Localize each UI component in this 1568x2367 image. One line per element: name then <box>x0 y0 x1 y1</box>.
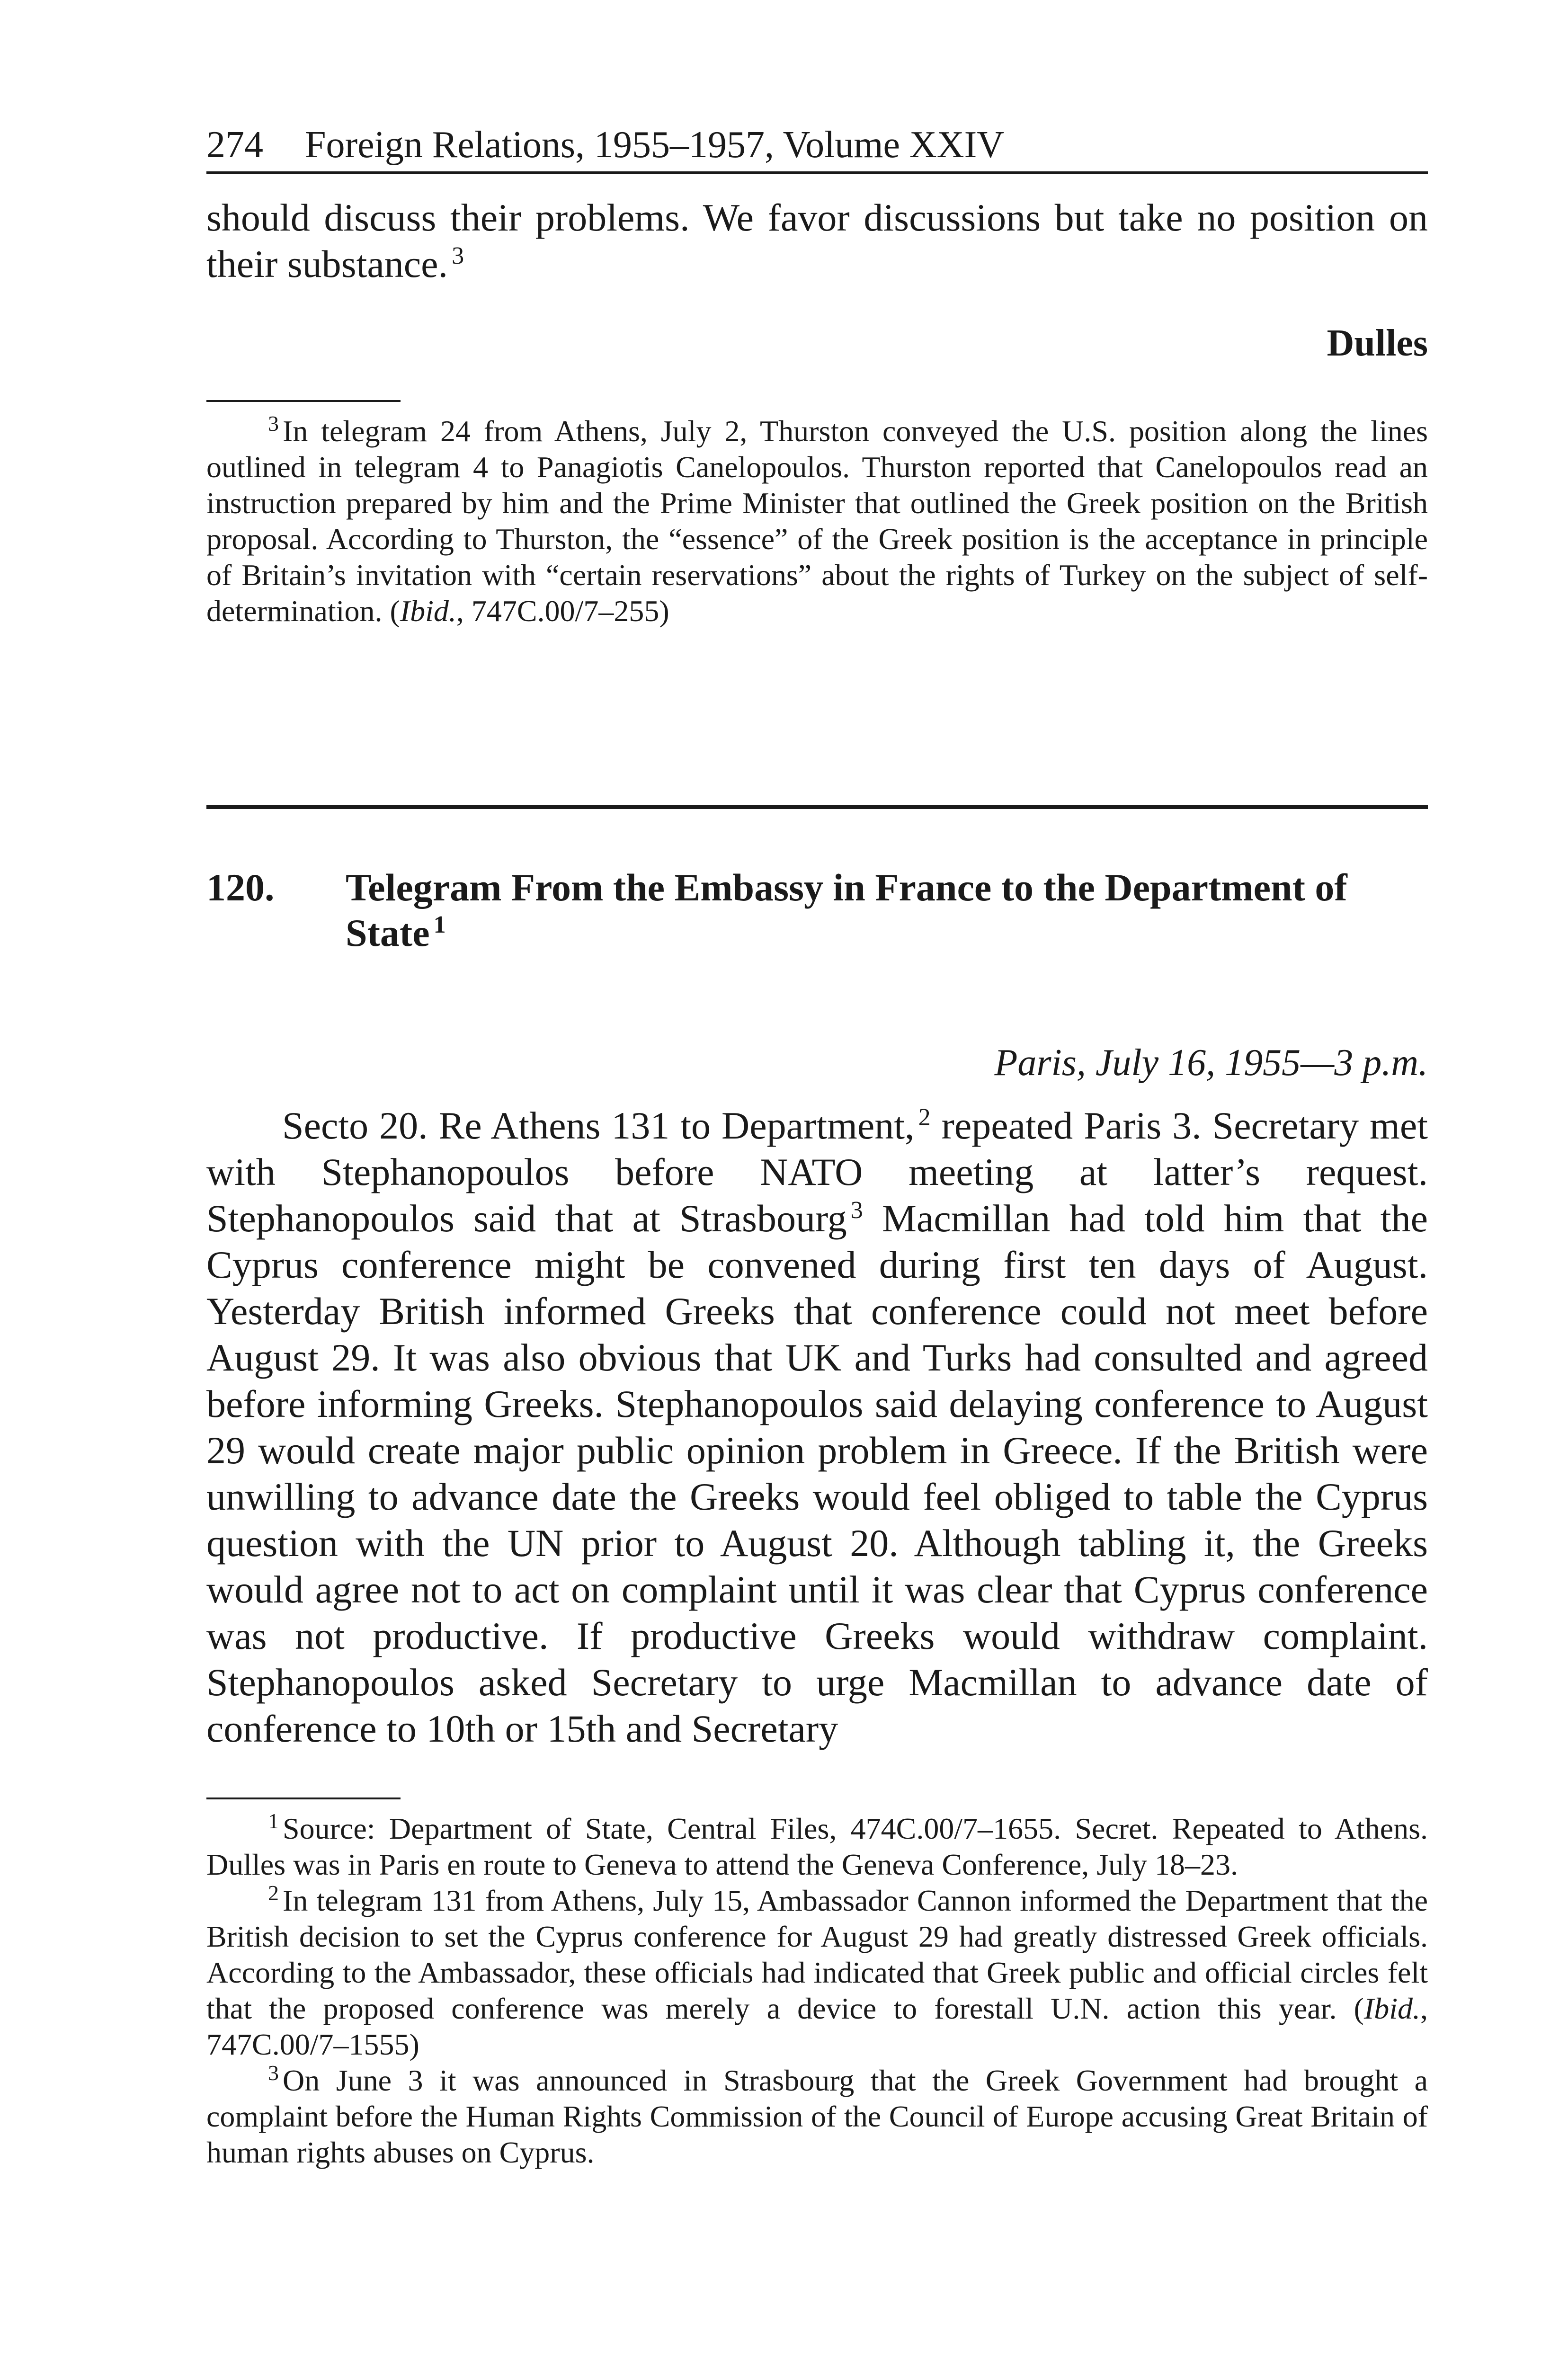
body-text-3: Macmillan had told him that the Cyprus conference might be convened during first ten days of August. Yesterday British informed Greeks that conference could not meet before August 29. It was also obvious that UK and Turks had consulted and agreed before informing Greeks. Stephanopoulos said delaying conference to August 29 would create major public opinion problem in Greece. If the British were unwilling to advance date the Greeks would feel obliged to table the Cyprus question with the UN prior to August 20. Although tabling it, the Greeks would agree not to act on complaint until it was clear that Cyprus conference was not productive. If productive Greeks would withdraw complaint. Stephanopoulos asked Secretary to urge Macmillan to advance date of conference to 10th or 15th and Secretary <box>206 1197 1428 1750</box>
document-title: Telegram From the Embassy in France to the Department of State <box>346 866 1347 954</box>
footnote-number: 3 <box>268 411 279 436</box>
footnote-ref: 3 <box>452 242 464 269</box>
footnote-ref: 3 <box>850 1196 863 1224</box>
section-divider <box>206 805 1428 809</box>
footnote-number: 1 <box>268 1808 279 1833</box>
document-heading <box>206 865 1428 956</box>
continued-paragraph <box>206 195 1428 287</box>
ibid-citation: Ibid. <box>1363 1992 1420 2025</box>
footnote-1 <box>206 1808 1428 1883</box>
body-text-1: Secto 20. Re Athens 131 to Department, <box>282 1104 915 1147</box>
body-text-2: repeated Paris 3. Secretary met with Stephanopoulos before NATO meeting at latter’s request. Stephanopoulos said that at Strasbourg <box>206 1104 1428 1240</box>
page-number: 274 <box>206 124 263 166</box>
title-footnote-ref: 1 <box>433 911 446 938</box>
footnote-text-end: , 747C.00/7–255) <box>456 594 669 628</box>
footnote-text: In telegram 131 from Athens, July 15, Ambassador Cannon informed the Department that the British decision to set the Cyprus conference for August 29 had greatly distressed Greek officials. According to the Ambassador, these officials had indicated that Greek public and official circles felt that the proposed conference was merely a device to forestall U.N. action this year. ( <box>206 1884 1428 2025</box>
running-header <box>206 118 1428 174</box>
document-number: 120. <box>206 866 275 909</box>
footnote-divider <box>206 400 401 402</box>
footnote-prev-3 <box>206 413 1428 629</box>
ibid-citation: Ibid. <box>400 594 456 628</box>
signature: Dulles <box>1327 322 1428 364</box>
telegram-body <box>206 1103 1428 1752</box>
footnote-text: On June 3 it was announced in Strasbourg that the Greek Government had brought a complaint before the Human Rights Commission of the Council of Europe accusing Great Britain of human rights abuses on Cyprus. <box>206 2064 1428 2169</box>
footnote-number: 3 <box>268 2060 279 2085</box>
footnote-3 <box>206 2060 1428 2171</box>
footnote-divider <box>206 1797 401 1799</box>
dateline: Paris, July 16, 1955—3 p.m. <box>994 1042 1428 1084</box>
document-title-block <box>346 865 1428 956</box>
footnote-text: In telegram 24 from Athens, July 2, Thurston conveyed the U.S. position along the lines outlined in telegram 4 to Panagiotis Canelopoulos. Thurston reported that Canelopoulos read an instruction prepared by him and the Prime Minister that outlined the Greek position on the British proposal. According to Thurston, the “essence” of the Greek position is the acceptance in principle of Britain’s invitation with “certain reservations” about the rights of Turkey on the subject of self-determination. ( <box>206 414 1428 628</box>
document-page <box>206 118 1428 2171</box>
footnote-2 <box>206 1880 1428 2063</box>
footnote-number: 2 <box>268 1880 279 1905</box>
footnote-text-end: , 747C.00/7–1555) <box>206 1992 1428 2061</box>
footnote-text: Source: Department of State, Central Files, 474C.00/7–1655. Secret. Repeated to Athens. Dulles was in Paris en route to Geneva to attend the Geneva Conference, July 18–23. <box>206 1812 1428 1881</box>
volume-title: Foreign Relations, 1955–1957, Volume XXIV <box>305 124 1004 166</box>
continued-text: should discuss their problems. We favor discussions but take no position on their substance. <box>206 196 1428 285</box>
footnote-ref: 2 <box>918 1103 931 1131</box>
